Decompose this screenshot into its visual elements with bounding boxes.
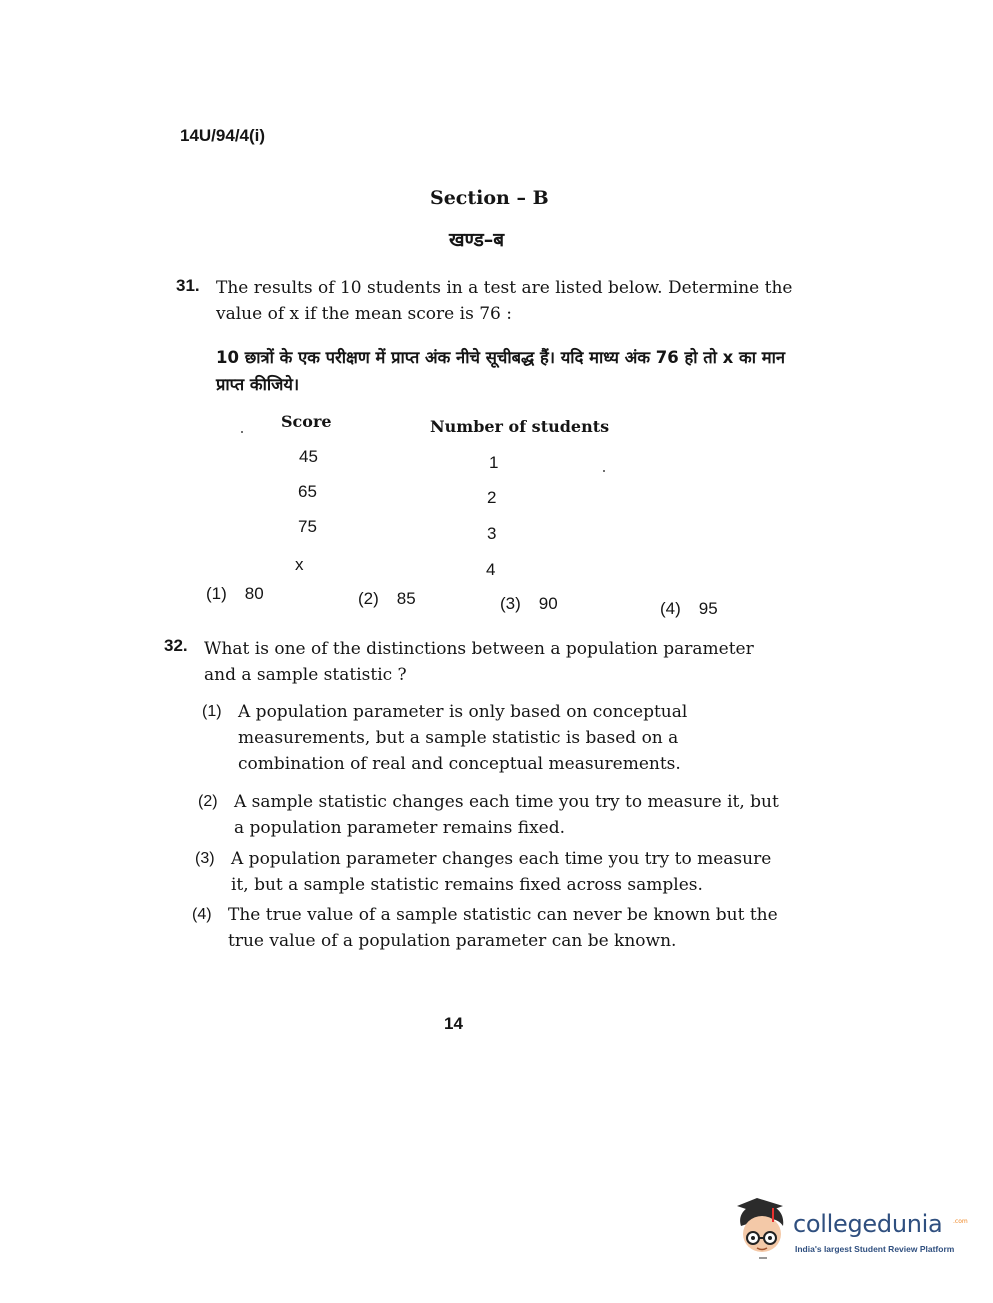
option-number: (4) [192,906,212,923]
option-text: The true value of a sample statistic can never be known but the true value of a population parameter can be known. [228,905,778,951]
option-text: 95 [698,599,718,618]
option-number: (1) [206,584,227,603]
logo-tagline: India's largest Student Review Platform [795,1244,955,1254]
table-cell-count: 3 [487,524,497,543]
stray-mark [241,431,243,433]
table-cell-score: x [295,555,304,574]
stray-mark [603,470,605,472]
q31-option-3 [500,594,558,614]
question-32-text: What is one of the distinctions between a population parameter and a sample statistic ? [204,639,754,685]
option-number: (4) [660,599,681,618]
option-text: 85 [396,589,416,608]
mascot-icon [733,1196,793,1268]
option-number: (2) [358,589,379,608]
section-title-english: Section – B [430,187,549,209]
q32-option-2 [198,789,782,841]
question-31-text-english: The results of 10 students in a test are listed below. Determine the value of x if the mean score is 76 : [216,278,793,324]
q32-option-4 [192,902,778,954]
section-title-hindi: खण्ड–ब [449,229,505,251]
q31-option-2 [358,589,416,609]
page-number: 14 [444,1014,463,1033]
q32-option-3 [195,846,779,898]
table-cell-count: 1 [489,453,499,472]
question-31-text-hindi: 10 छात्रों के एक परीक्षण में प्राप्त अंक नीचे सूचीबद्ध हैं। यदि माध्य अंक 76 हो तो x का मान प्राप्त कीजिये। [216,348,786,394]
option-text: A population parameter is only based on conceptual measurements, but a sample statistic is based on a combination of real and conceptual measurements. [238,702,688,774]
question-31-number: 31. [176,276,200,295]
option-text: 90 [538,594,558,613]
table-cell-count: 2 [487,488,497,507]
option-number: (1) [202,703,222,720]
collegedunia-logo [733,1196,968,1272]
option-text: 80 [244,584,264,603]
q31-option-4 [660,599,718,619]
table-cell-count: 4 [486,560,496,579]
q32-option-1 [202,699,784,777]
option-number: (2) [198,793,218,810]
question-32-number: 32. [164,636,188,655]
option-text: A sample statistic changes each time you try to measure it, but a population parameter remains fixed. [234,792,779,838]
logo-brand-suffix: .com [953,1218,968,1225]
table-header-score: Score [281,412,332,431]
option-number: (3) [500,594,521,613]
table-header-students: Number of students [430,417,610,436]
logo-brand-name: collegedunia [793,1210,943,1238]
table-cell-score: 75 [298,517,317,536]
table-cell-score: 45 [299,447,318,466]
table-cell-score: 65 [298,482,317,501]
option-number: (3) [195,850,215,867]
option-text: A population parameter changes each time you try to measure it, but a sample statistic remains fixed across samples. [231,849,772,895]
q31-option-1 [206,584,264,604]
paper-code: 14U/94/4(i) [180,126,266,145]
